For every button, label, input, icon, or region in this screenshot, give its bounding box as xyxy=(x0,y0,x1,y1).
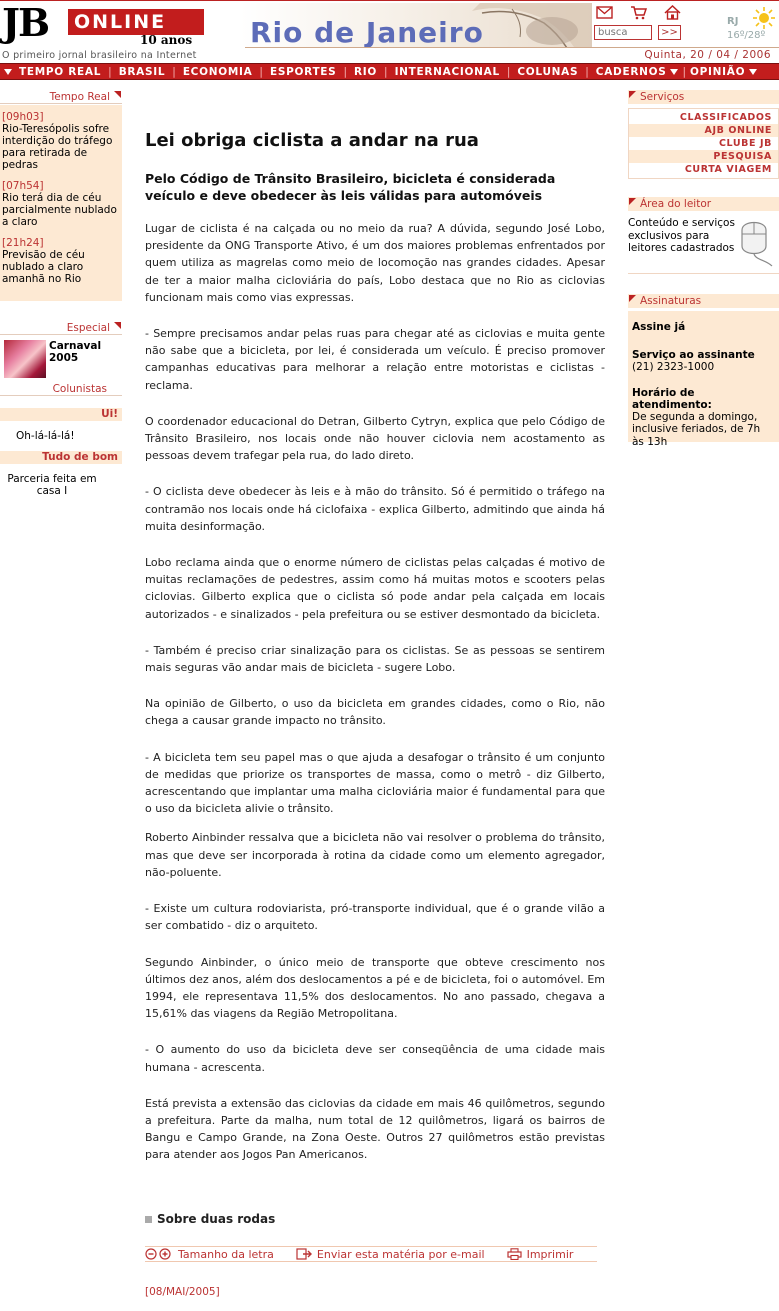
article-paragraph: - O ciclista deve obedecer às leis e à mão do trânsito. Só é permitido o tráfego na contramão nos locais onde há ciclofaixa - explica Gilberto, admitindo que ainda há muita desinformação. xyxy=(145,485,605,533)
assinaturas-header[interactable] xyxy=(628,294,779,308)
news-link[interactable]: Previsão de céu nublado a claro amanhã no Rio xyxy=(2,249,85,285)
logo-jb[interactable]: JB xyxy=(2,0,49,45)
assine-link[interactable]: Assine já xyxy=(632,321,686,333)
nav-arrow-icon xyxy=(4,69,12,75)
article-paragraph: - A bicicleta tem seu papel mas o que ajuda a desafogar o trânsito é um conjunto de medidas que priorize os transportes de massa, como o metrô - diz Gilberto, acrescentando que implantar uma malha cicloviária maior é fundamental para que o uso da bicicleta alivie o trânsito. xyxy=(145,750,605,816)
send-email-icon[interactable] xyxy=(296,1248,312,1260)
zoom-minus-plus-icon[interactable] xyxy=(145,1248,173,1260)
assinaturas-box xyxy=(628,311,779,448)
assinaturas-title: Assinaturas xyxy=(640,295,702,307)
print-tool[interactable] xyxy=(507,1248,574,1261)
news-link[interactable]: Rio-Teresópolis sofre interdição do tráfego para retirada de pedras xyxy=(2,123,113,171)
article-paragraph: Segundo Ainbinder, o único meio de transporte que obteve crescimento nos últimos dez anos, além dos deslocamentos a pé e de bicicleta, foi o automóvel. Em 1994, ele representava 11,5% dos deslocamentos. No ano passado, chegava a 15,61% das viagens da Região Metropolitana. xyxy=(145,955,605,1021)
cadernos-dropdown-icon[interactable] xyxy=(670,69,678,75)
related-section[interactable] xyxy=(145,1212,275,1226)
nav-opiniao[interactable]: OPINIÃO xyxy=(690,65,746,78)
opiniao-dropdown-icon[interactable] xyxy=(749,69,757,75)
service-ajb-online[interactable]: AJB ONLINE xyxy=(629,124,778,137)
article-paragraph: - Existe um cultura rodoviarista, pró-transporte individual, que é o grande vilão a ser combatido - diz o arquiteto. xyxy=(145,902,605,933)
article-paragraph: - Sempre precisamos andar pelas ruas para chegar até as ciclovias e muita gente não sabe que a bicicleta, por lei, é considerada um veículo. É preciso promover campanhas educativas para melhorar a relação entre motoristas e ciclistas - reclama. xyxy=(145,327,605,392)
carnaval-thumbnail[interactable] xyxy=(4,340,46,378)
nav-rio[interactable]: RIO xyxy=(353,65,378,78)
servicos-title: Serviços xyxy=(640,91,685,103)
related-title[interactable]: Sobre duas rodas xyxy=(157,1212,276,1226)
header-divider xyxy=(245,47,779,48)
article-tools xyxy=(145,1246,597,1262)
especial-title: Especial xyxy=(66,322,110,334)
servicos-header[interactable] xyxy=(628,90,779,104)
nav-economia[interactable]: ECONOMIA xyxy=(182,65,253,78)
horario-title: Horário de atendimento: xyxy=(632,386,712,411)
nav-separator: | xyxy=(506,65,511,78)
logo-anos: 10 anos xyxy=(140,33,193,47)
servicos-list xyxy=(628,108,779,179)
weather-city: RJ xyxy=(727,16,739,27)
nav-separator: | xyxy=(343,65,347,78)
article-paragraph: O coordenador educacional do Detran, Gilberto Cytryn, explica que pelo Código de Trânsito Brasileiro, nos locais onde não houver ciclovia nem acostamento as pessoas devem trafegar pela rua, do lado direto. xyxy=(145,414,605,463)
article-paragraph: - Também é preciso criar sinalização para os ciclistas. Se as pessoas se sentirem mais seguras vão andar mais de bicicleta - sugere Lobo. xyxy=(145,643,605,675)
leitor-description[interactable]: Conteúdo e serviços exclusivos para leitores cadastrados xyxy=(628,217,735,254)
service-classificados[interactable]: CLASSIFICADOS xyxy=(679,112,772,123)
nav-separator: | xyxy=(384,65,388,78)
leitor-box[interactable] xyxy=(628,214,779,274)
site-header xyxy=(0,0,779,63)
corner-arrow-icon xyxy=(629,295,636,302)
column-ui[interactable]: Ui! xyxy=(0,408,122,421)
article-paragraph: Roberto Ainbinder ressalva que a bicicleta não vai resolver o problema do trânsito, mas que deve ser incorporada à rotina da cidade como um elemento agregador, não-poluente. xyxy=(145,831,605,879)
right-sidebar xyxy=(628,90,779,448)
cart-icon[interactable] xyxy=(630,5,647,20)
slogan: O primeiro jornal brasileiro na Internet xyxy=(2,50,197,61)
column-parceria-link[interactable] xyxy=(0,473,122,497)
font-size-label[interactable]: Tamanho da letra xyxy=(178,1247,274,1261)
section-banner xyxy=(240,3,592,47)
servico-assinante-title: Serviço ao assinante xyxy=(632,349,755,361)
article-paragraph: Lugar de ciclista é na calçada ou no meio da rua? A dúvida, segundo José Lobo, presidente da ONG Transporte Ativo, é um dos maiores problemas enfrentados por quem utiliza as magrelas como meio de locomoção nas grandes cidades. Apesar de ter a maior malha cicloviária do país, Lobo destaca que no Rio as ciclovias funcionam mais como vias expressas. xyxy=(145,222,605,304)
carnaval-link[interactable]: Carnaval 2005 xyxy=(49,340,102,364)
nav-esportes[interactable]: ESPORTES xyxy=(269,65,337,78)
nav-separator: | xyxy=(172,65,176,78)
service-pesquisa[interactable]: PESQUISA xyxy=(629,150,778,163)
especial-item[interactable] xyxy=(0,335,122,379)
column-tudo-de-bom[interactable]: Tudo de bom xyxy=(0,451,122,464)
weather-temperature: 16º/28º xyxy=(727,30,766,41)
nav-internacional[interactable]: INTERNACIONAL xyxy=(394,65,500,78)
article-paragraph: Lobo reclama ainda que o enorme número de ciclistas pelas calçadas é motivo de muitas reclamações de pedestres, assim como há muitas motos e scooters pelas ciclovias. Gilberto explica que o ciclista só pode andar pela calçada em locais autorizados - e sinalizados - pela prefeitura ou se estiver desmontado da bicicleta. xyxy=(145,556,605,621)
logo-online[interactable]: ONLINE xyxy=(68,9,204,35)
especial-header[interactable] xyxy=(0,321,122,335)
nav-separator: | xyxy=(682,65,687,78)
nav-brasil[interactable]: BRASIL xyxy=(118,65,166,78)
article-subheadline: Pelo Código de Trânsito Brasileiro, bicicleta é considerada veículo e deve obedecer às leis válidas para automóveis xyxy=(145,171,556,203)
tempo-real-header[interactable] xyxy=(0,90,122,104)
corner-arrow-icon xyxy=(629,198,636,205)
email-label[interactable]: Enviar esta matéria por e-mail xyxy=(316,1247,485,1261)
assinante-phone: (21) 2323-1000 xyxy=(632,361,715,373)
leitor-title: Área do leitor xyxy=(640,198,712,210)
article-paragraph: Está prevista a extensão das ciclovias da cidade em mais 46 quilômetros, segundo a prefeitura. Parte da malha, num total de 12 quilômetros, ligará os bairros de Bangu e Campo Grande, na Zona Oeste. Outros 27 quilômetros estão previstas para atender aos Jogos Pan Americanos. xyxy=(145,1096,605,1162)
main-navigation xyxy=(0,63,779,80)
news-time: [07h54] xyxy=(2,180,44,192)
hand-illustration-icon xyxy=(452,3,592,47)
tempo-real-list xyxy=(0,105,122,301)
left-sidebar xyxy=(0,90,122,497)
article-body xyxy=(145,220,605,1183)
weather-widget xyxy=(725,7,779,45)
sun-icon xyxy=(752,7,776,29)
search-button[interactable]: >> xyxy=(658,25,681,40)
nav-separator: | xyxy=(259,65,263,78)
article-paragraph: - O aumento do uso da bicicleta deve ser conseqüência de uma cidade mais humana - acrescenta. xyxy=(145,1043,605,1074)
computer-mouse-icon xyxy=(732,216,778,268)
nav-cadernos[interactable]: CADERNOS xyxy=(595,65,667,78)
article-headline: Lei obriga ciclista a andar na rua xyxy=(145,130,479,151)
print-label[interactable]: Imprimir xyxy=(526,1247,574,1261)
parceria-text: Parceria feita em casa I xyxy=(7,473,97,497)
news-link[interactable]: Rio terá dia de céu parcialmente nublado a claro xyxy=(2,192,117,228)
corner-arrow-icon xyxy=(629,91,636,98)
column-olala-link[interactable]: Oh-lá-lá-lá! xyxy=(16,430,75,442)
nav-tempo-real[interactable]: TEMPO REAL xyxy=(19,65,102,78)
mail-icon[interactable] xyxy=(596,5,613,20)
email-tool[interactable] xyxy=(296,1248,485,1261)
nav-separator: | xyxy=(585,65,589,78)
news-time: [09h03] xyxy=(2,111,44,123)
publication-date: [08/MAI/2005] xyxy=(145,1286,220,1298)
search-input[interactable] xyxy=(594,25,652,40)
corner-arrow-icon xyxy=(114,322,121,329)
tempo-real-title: Tempo Real xyxy=(49,91,110,103)
article-paragraph: Na opinião de Gilberto, o uso da bicicleta em grandes cidades, como o Rio, não chega a causar grande impacto no trânsito. xyxy=(145,697,605,728)
colunistas-header[interactable] xyxy=(0,382,122,396)
service-clube-jb[interactable]: CLUBE JB xyxy=(718,138,772,149)
horario-text: De segunda a domingo, inclusive feriados, de 7h às 13h xyxy=(632,410,761,448)
square-bullet-icon xyxy=(145,1216,152,1223)
colunistas-title: Colunistas xyxy=(52,383,107,395)
nav-colunas[interactable]: COLUNAS xyxy=(517,65,579,78)
nav-separator: | xyxy=(108,65,112,78)
home-icon[interactable] xyxy=(664,5,681,20)
corner-arrow-icon xyxy=(114,91,121,98)
printer-icon[interactable] xyxy=(507,1248,522,1260)
news-time: [21h24] xyxy=(2,237,44,249)
service-curta-viagem[interactable]: CURTA VIAGEM xyxy=(684,164,772,175)
font-size-tool[interactable] xyxy=(145,1248,274,1261)
current-date: Quinta, 20 / 04 / 2006 xyxy=(644,49,771,61)
leitor-header[interactable] xyxy=(628,197,779,211)
banner-title: Rio de Janeiro xyxy=(250,16,484,47)
